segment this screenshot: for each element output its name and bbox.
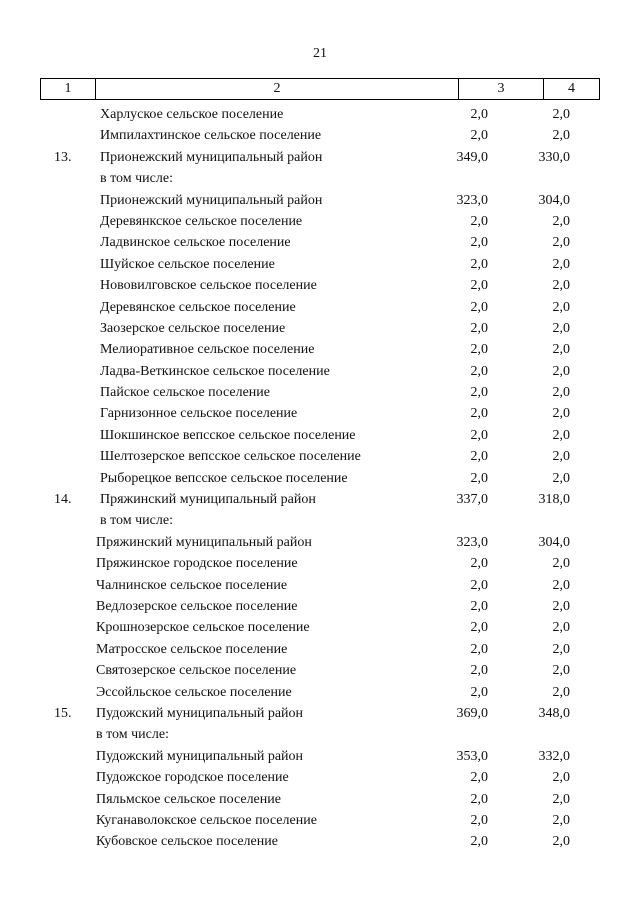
row-value-col4: 2,0 — [552, 449, 570, 465]
row-value-col4: 2,0 — [552, 256, 570, 272]
row-value-col4: 2,0 — [552, 278, 570, 294]
row-value-col3: 2,0 — [470, 128, 488, 144]
table-body — [0, 105, 640, 854]
row-value-col3: 2,0 — [470, 684, 488, 700]
row-value-col4: 2,0 — [552, 363, 570, 379]
table-row — [0, 554, 640, 575]
header-col-3: 3 — [459, 79, 544, 99]
row-value-col3: 2,0 — [470, 213, 488, 229]
row-name: Импилахтинское сельское поселение — [100, 128, 322, 144]
table-row — [0, 383, 640, 404]
table-row — [0, 683, 640, 704]
table-row — [0, 105, 640, 126]
row-value-col4: 2,0 — [552, 620, 570, 636]
row-value-col4: 2,0 — [552, 812, 570, 828]
row-value-col3: 369,0 — [456, 705, 488, 721]
table-row — [0, 469, 640, 490]
table-row — [0, 790, 640, 811]
table-row — [0, 618, 640, 639]
table-row — [0, 276, 640, 297]
row-value-col3: 2,0 — [470, 812, 488, 828]
row-number: 14. — [54, 492, 72, 508]
header-col-1: 1 — [41, 79, 96, 99]
table-row — [0, 447, 640, 468]
row-name: Кубовское сельское поселение — [96, 834, 278, 850]
row-value-col4: 2,0 — [552, 577, 570, 593]
row-value-col4: 2,0 — [552, 385, 570, 401]
row-value-col3: 2,0 — [470, 385, 488, 401]
row-value-col3: 2,0 — [470, 620, 488, 636]
table-row — [0, 490, 640, 511]
row-name: Пудожский муниципальный район — [96, 748, 304, 764]
row-value-col4: 2,0 — [552, 470, 570, 486]
row-name: в том числе: — [96, 727, 169, 743]
row-value-col3: 2,0 — [470, 556, 488, 572]
row-value-col4: 330,0 — [538, 149, 570, 165]
row-name: Ведлозерское сельское поселение — [96, 598, 298, 614]
row-number: 13. — [54, 149, 72, 165]
table-row — [0, 126, 640, 147]
row-value-col4: 348,0 — [538, 705, 570, 721]
row-name: Харлуское сельское поселение — [100, 107, 284, 122]
row-name: Пудожское городское поселение — [96, 770, 289, 786]
table-row — [0, 212, 640, 233]
table-row — [0, 597, 640, 618]
row-name: Пяльмское сельское поселение — [96, 791, 281, 807]
row-value-col4: 2,0 — [552, 128, 570, 144]
row-value-col3: 2,0 — [470, 470, 488, 486]
table-row — [0, 148, 640, 169]
row-value-col3: 2,0 — [470, 641, 488, 657]
row-value-col3: 337,0 — [456, 492, 488, 508]
table-row — [0, 511, 640, 532]
row-name: Ладва-Веткинское сельское поселение — [100, 363, 330, 379]
table-row — [0, 298, 640, 319]
row-name: Матросское сельское поселение — [96, 641, 288, 657]
row-value-col4: 2,0 — [552, 663, 570, 679]
row-value-col3: 2,0 — [470, 235, 488, 251]
row-name: Чалнинское сельское поселение — [96, 577, 288, 593]
row-value-col3: 349,0 — [456, 149, 488, 165]
row-name: Деревянкское сельское поселение — [100, 213, 303, 229]
row-value-col3: 2,0 — [470, 598, 488, 614]
row-name: Куганаволокское сельское поселение — [96, 812, 317, 828]
row-value-col4: 318,0 — [538, 492, 570, 508]
row-value-col3: 2,0 — [470, 363, 488, 379]
row-name: Крошнозерское сельское поселение — [96, 620, 310, 636]
row-value-col3: 2,0 — [470, 299, 488, 315]
row-value-col3: 353,0 — [456, 748, 488, 764]
header-col-4: 4 — [568, 81, 575, 96]
row-value-col3: 2,0 — [470, 406, 488, 422]
row-name: Нововилговское сельское поселение — [100, 278, 317, 294]
row-name: Прионежский муниципальный район — [100, 149, 323, 165]
table-row — [0, 362, 640, 383]
row-value-col4: 2,0 — [552, 213, 570, 229]
table-row — [0, 747, 640, 768]
row-value-col4: 2,0 — [552, 427, 570, 443]
page-number: 21 — [313, 46, 327, 61]
table-row — [0, 191, 640, 212]
table-row — [0, 661, 640, 682]
row-value-col3: 323,0 — [456, 534, 488, 550]
row-value-col4: 2,0 — [552, 342, 570, 358]
row-value-col3: 2,0 — [470, 278, 488, 294]
row-name: в том числе: — [100, 171, 173, 187]
row-value-col4: 2,0 — [552, 684, 570, 700]
row-value-col4: 2,0 — [552, 770, 570, 786]
row-name: Ладвинское сельское поселение — [100, 235, 291, 251]
row-value-col3: 2,0 — [470, 449, 488, 465]
row-name: Святозерское сельское поселение — [96, 663, 297, 679]
table-row — [0, 255, 640, 276]
row-number: 15. — [54, 705, 72, 721]
row-value-col4: 304,0 — [538, 192, 570, 208]
table-row — [0, 704, 640, 725]
table-row — [0, 725, 640, 746]
row-value-col3: 2,0 — [470, 663, 488, 679]
row-value-col3: 323,0 — [456, 192, 488, 208]
row-name: Рыборецкое вепсское сельское поселение — [100, 470, 348, 486]
row-value-col4: 2,0 — [552, 107, 570, 122]
row-name: Мелиоративное сельское поселение — [100, 342, 315, 358]
table-row — [0, 768, 640, 789]
row-name: Пряжинский муниципальный район — [96, 534, 312, 550]
row-value-col3: 2,0 — [470, 256, 488, 272]
row-value-col3: 2,0 — [470, 791, 488, 807]
row-value-col4: 2,0 — [552, 641, 570, 657]
table-row — [0, 404, 640, 425]
row-value-col3: 2,0 — [470, 834, 488, 850]
row-value-col4: 2,0 — [552, 598, 570, 614]
table-row — [0, 169, 640, 190]
row-value-col3: 2,0 — [470, 342, 488, 358]
header-col-2: 2 — [96, 79, 459, 99]
row-name: Гарнизонное сельское поселение — [100, 406, 298, 422]
table-row — [0, 340, 640, 361]
row-value-col3: 2,0 — [470, 107, 488, 122]
row-value-col3: 2,0 — [470, 577, 488, 593]
row-value-col4: 2,0 — [552, 235, 570, 251]
row-value-col4: 332,0 — [538, 748, 570, 764]
row-value-col3: 2,0 — [470, 320, 488, 336]
row-name: Пряжинское городское поселение — [96, 556, 298, 572]
row-name: Прионежский муниципальный район — [100, 192, 323, 208]
table-header — [40, 78, 600, 100]
table-row — [0, 233, 640, 254]
row-value-col4: 2,0 — [552, 556, 570, 572]
row-name: Заозерское сельское поселение — [100, 320, 286, 336]
row-name: Шелтозерское вепсское сельское поселение — [100, 449, 361, 465]
row-value-col4: 2,0 — [552, 406, 570, 422]
table-row — [0, 533, 640, 554]
row-value-col3: 2,0 — [470, 770, 488, 786]
row-name: Эссойльское сельское поселение — [96, 684, 292, 700]
row-value-col4: 2,0 — [552, 834, 570, 850]
row-value-col4: 304,0 — [538, 534, 570, 550]
row-name: в том числе: — [100, 513, 173, 529]
table-row — [0, 811, 640, 832]
row-name: Пудожский муниципальный район — [96, 705, 304, 721]
row-name: Шокшинское вепсское сельское поселение — [100, 427, 356, 443]
table-row — [0, 576, 640, 597]
row-name: Пряжинский муниципальный район — [100, 492, 316, 508]
row-value-col4: 2,0 — [552, 320, 570, 336]
row-value-col4: 2,0 — [552, 299, 570, 315]
table-row — [0, 832, 640, 853]
row-name: Пайское сельское поселение — [100, 385, 271, 401]
row-name: Шуйское сельское поселение — [100, 256, 275, 272]
row-value-col3: 2,0 — [470, 427, 488, 443]
table-row — [0, 319, 640, 340]
row-value-col4: 2,0 — [552, 791, 570, 807]
table-row — [0, 640, 640, 661]
table-row — [0, 426, 640, 447]
row-name: Деревянское сельское поселение — [100, 299, 296, 315]
